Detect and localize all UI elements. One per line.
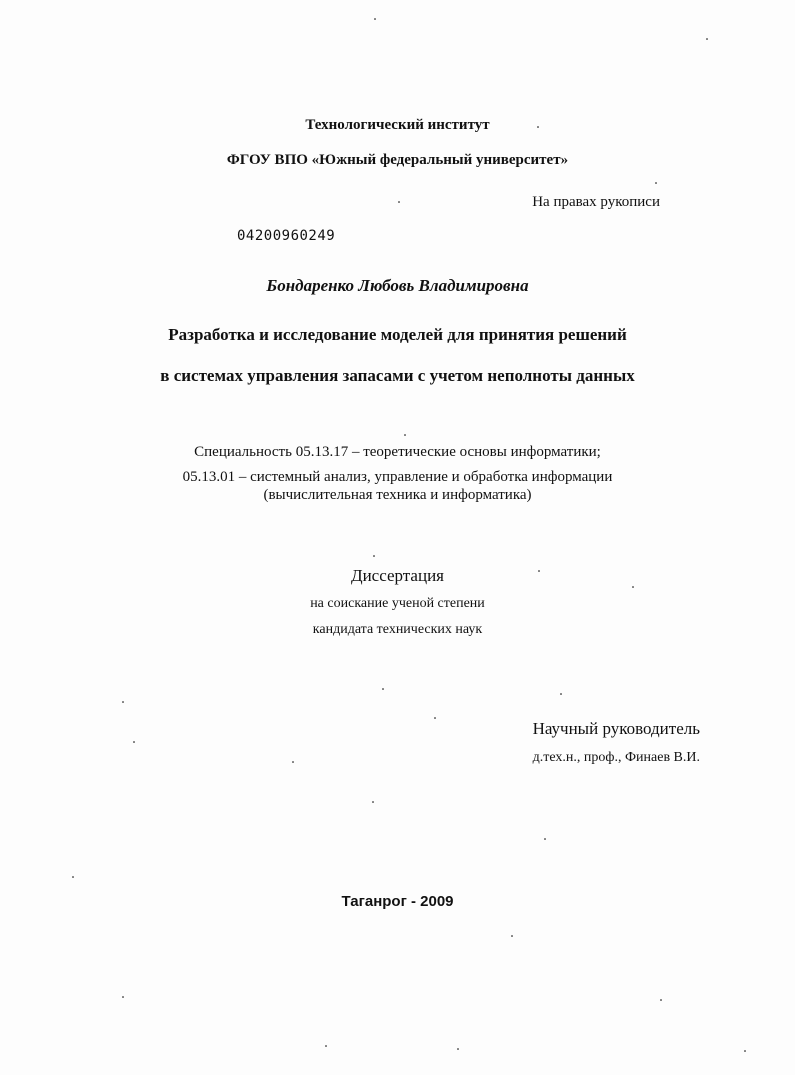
author-name: Бондаренко Любовь Владимировна — [266, 276, 529, 295]
scan-speck — [660, 999, 662, 1001]
degree-line-1: на соискание ученой степени — [310, 596, 485, 611]
specialty-line-2: 05.13.01 – системный анализ, управление и обработка информации — [182, 469, 613, 485]
scan-speck — [373, 555, 375, 557]
institute-name: Технологический институт — [305, 117, 490, 133]
scan-speck — [544, 838, 546, 840]
specialty-line-1: Специальность 05.13.17 – теоретические основы информатики; — [194, 444, 601, 460]
manuscript-note: На правах рукописи — [532, 194, 660, 210]
scan-speck — [292, 761, 294, 763]
scan-speck — [537, 126, 539, 128]
registration-code: 04200960249 — [237, 228, 336, 244]
thesis-title-line-1: Разработка и исследование моделей для принятия решений — [168, 325, 627, 344]
degree-line-2: кандидата технических наук — [312, 622, 483, 637]
scan-speck — [434, 717, 436, 719]
scan-speck — [72, 876, 74, 878]
scan-speck — [404, 434, 406, 436]
supervisor-name: д.тех.н., проф., Финаев В.И. — [532, 750, 700, 765]
scan-speck — [457, 1048, 459, 1050]
scan-speck — [398, 201, 400, 203]
city-year: Таганрог - 2009 — [341, 893, 454, 910]
scan-speck — [382, 688, 384, 690]
scan-speck — [744, 1050, 746, 1052]
scan-speck — [511, 935, 513, 937]
scan-speck — [706, 38, 708, 40]
scan-speck — [372, 801, 374, 803]
scan-speck — [374, 18, 376, 20]
specialty-line-3: (вычислительная техника и информатика) — [263, 487, 532, 503]
scan-speck — [538, 570, 540, 572]
supervisor-label: Научный руководитель — [532, 719, 700, 738]
thesis-title-line-2: в системах управления запасами с учетом неполноты данных — [160, 366, 635, 385]
university-name: ФГОУ ВПО «Южный федеральный университет» — [226, 152, 569, 168]
scan-speck — [122, 996, 124, 998]
scan-speck — [122, 701, 124, 703]
scan-speck — [133, 741, 135, 743]
scan-speck — [560, 693, 562, 695]
scan-speck — [655, 182, 657, 184]
scan-speck — [632, 586, 634, 588]
work-type-title: Диссертация — [350, 566, 444, 585]
scan-speck — [325, 1045, 327, 1047]
